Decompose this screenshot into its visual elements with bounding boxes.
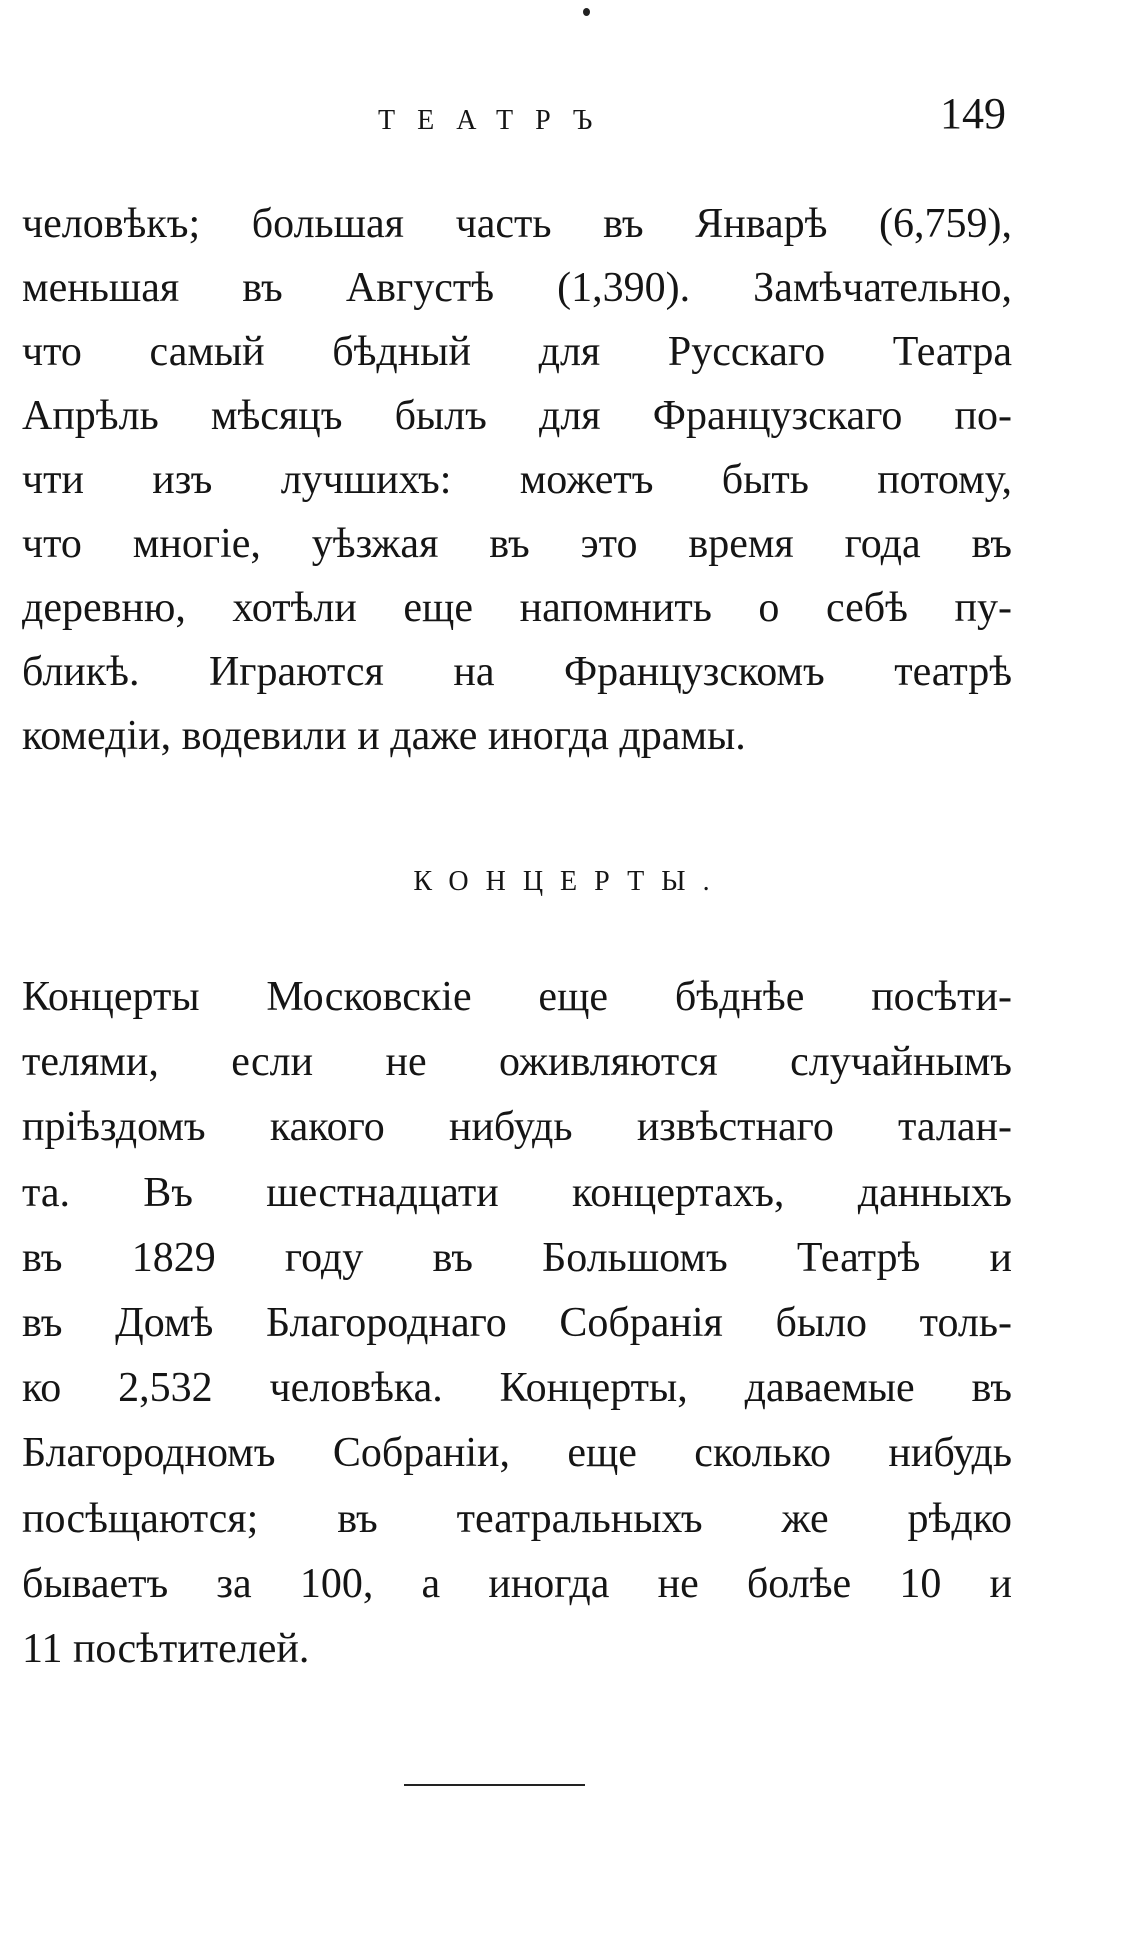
running-title: ТЕАТРЪ <box>378 105 615 136</box>
text-line: бываетъ за 100, а иногда не болѣе 10 и <box>22 1560 1012 1607</box>
section-heading-concerts: КОНЦЕРТЫ. <box>413 866 727 897</box>
paragraph-concerts <box>22 965 1012 1682</box>
end-rule <box>404 1784 585 1786</box>
text-line: меньшая въ Августѣ (1,390). Замѣчательно, <box>22 265 1012 311</box>
text-line: что самый бѣдный для Русскаго Театра <box>22 329 1012 375</box>
text-line: пріѣздомъ какого нибудь извѣстнаго талан- <box>22 1104 1012 1151</box>
text-line: Апрѣль мѣсяцъ былъ для Французскаго по- <box>22 393 1012 439</box>
text-line: деревню, хотѣли еще напомнить о себѣ пу- <box>22 585 1012 631</box>
text-line: комедіи, водевили и даже иногда драмы. <box>22 713 746 759</box>
text-line: та. Въ шестнадцати концертахъ, данныхъ <box>22 1169 1012 1216</box>
text-line: Благородномъ Собраніи, еще сколько нибудь <box>22 1430 1012 1477</box>
text-line: Концерты Московскіе еще бѣднѣе посѣти- <box>22 974 1012 1020</box>
text-line: телями, если не оживляются случайнымъ <box>22 1039 1012 1086</box>
text-line: въ 1829 году въ Большомъ Театрѣ и <box>22 1234 1012 1281</box>
text-line: 11 посѣтителей. <box>22 1625 310 1672</box>
text-line: посѣщаются; въ театральныхъ же рѣдко <box>22 1495 1012 1542</box>
paragraph-theatre <box>22 192 1012 768</box>
text-line: бликѣ. Играются на Французскомъ театрѣ <box>22 649 1012 695</box>
text-line: что многіе, уѣзжая въ это время года въ <box>22 521 1012 567</box>
text-line: человѣкъ; большая часть въ Январѣ (6,759), <box>22 201 1012 247</box>
ink-speck <box>583 8 590 16</box>
page-number: 149 <box>940 89 1006 138</box>
text-line: чти изъ лучшихъ: можетъ быть потому, <box>22 457 1012 503</box>
text-line: въ Домѣ Благороднаго Собранія было толь- <box>22 1299 1012 1346</box>
running-head <box>0 88 1140 148</box>
text-line: ко 2,532 человѣка. Концерты, даваемые въ <box>22 1365 1012 1412</box>
